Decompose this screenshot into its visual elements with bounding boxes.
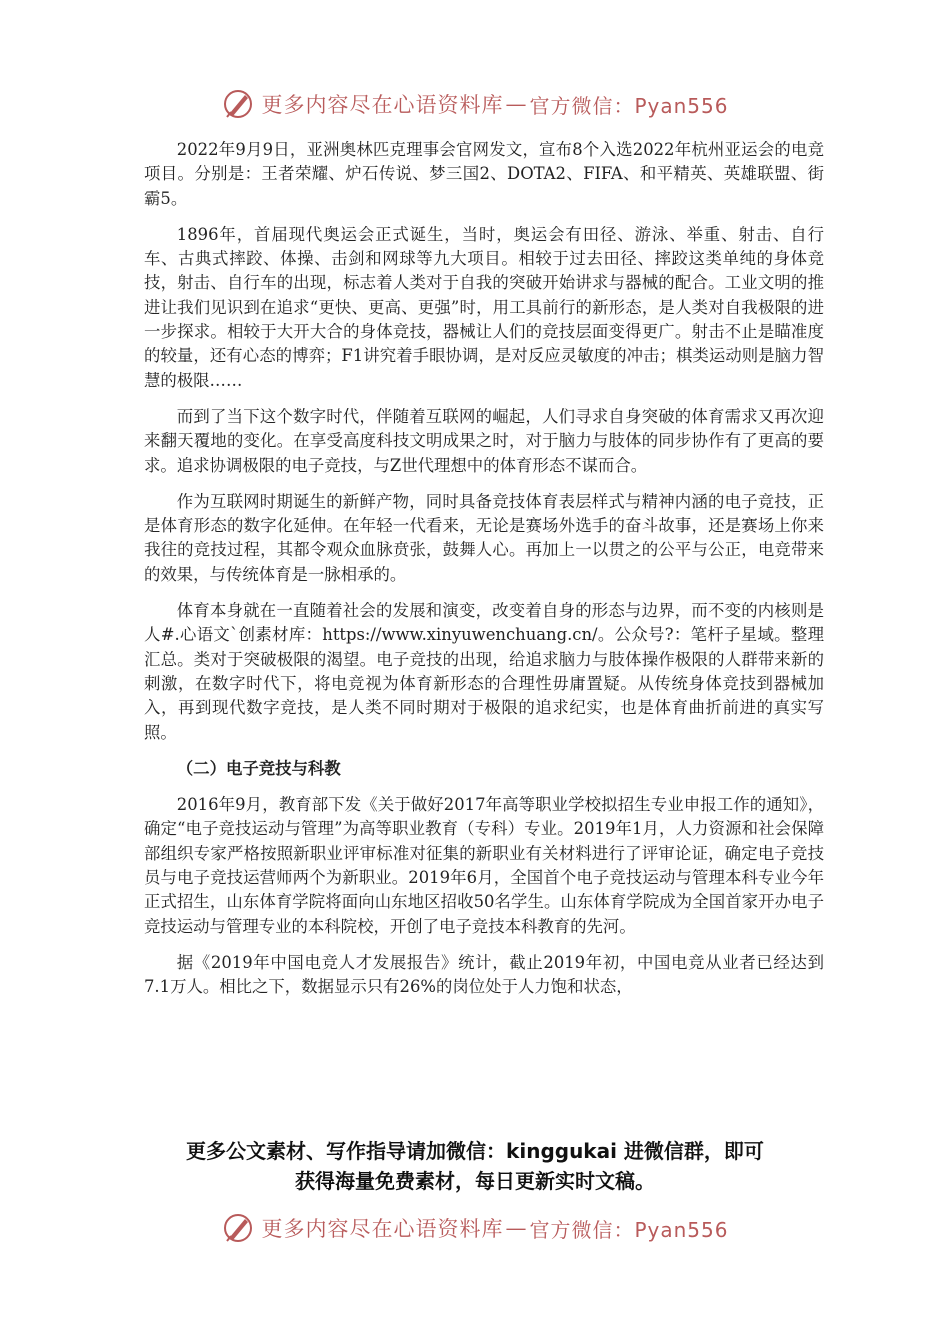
paragraph: 2022年9月9日，亚洲奥林匹克理事会官网发文，宣布8个入选2022年杭州亚运会的电竞项目。分别是：王者荣耀、炉石传说、梦三国2、DOTA2、FIFA、和平精英、英雄联盟、街霸5。 [144, 140, 824, 208]
paragraph: 1896年，首届现代奥运会正式诞生，当时，奥运会有田径、游泳、举重、射击、自行车、古典式摔跤、体操、击剑和网球等九大项目。相较于过去田径、摔跤这类单纯的身体竞技，射击、自行车的出现，标志着人类对于自我的突破开始讲求与器械的配合。工业文明的推进让我们见识到在追求“更快、更高、更强”时，用工具前行的新形态，是人类对自我极限的进一步探求。相较于大开大合的身体竞技，器械让人们的竞技层面变得更广。射击不止是瞄准度的较量，还有心态的博弈；F1讲究着手眼协调，是对反应灵敏度的冲击；棋类运动则是脑力智慧的极限…… [144, 224, 824, 390]
banner-wechat: 官方微信：Pyan556 [529, 1217, 729, 1242]
section-heading: （二）电子竞技与科教 [176, 758, 341, 778]
promo-notice [120, 1136, 830, 1196]
document-body [144, 138, 824, 1012]
banner-separator: — [505, 1216, 528, 1240]
footer-banner [0, 1208, 950, 1248]
paragraph: 体育本身就在一直随着社会的发展和演变，改变着自身的形态与边界，而不变的内核则是人#.心语文`创素材库：https://www.xinyuwenchuang.cn/。公众号?：笔杆子星域。整理汇总。类对于突破极限的渴望。电子竞技的出现，给追求脑力与肢体操作极限的人群带来新的刺激，在数字时代下，将电竞视为体育新形态的合理性毋庸置疑。从传统身体竞技到器械加入，再到现代数字竞技，是人类不同时期对于极限的追求纪实，也是体育曲折前进的真实写照。 [144, 601, 824, 742]
paragraph: 而到了当下这个数字时代，伴随着互联网的崛起，人们寻求自身突破的体育需求又再次迎来翻天覆地的变化。在享受高度科技文明成果之时，对于脑力与肢体的同步协作有了更高的要求。追求协调极限的电子竞技，与Z世代理想中的体育形态不谋而合。 [144, 406, 824, 475]
paragraph: 作为互联网时期诞生的新鲜产物，同时具备竞技体育表层样式与精神内涵的电子竞技，正是体育形态的数字化延伸。在年轻一代看来，无论是赛场外选手的奋斗故事，还是赛场上你来我往的竞技过程，其都令观众血脉贲张，鼓舞人心。再加上一以贯之的公平与公正，电竞带来的效果，与传统体育是一脉相承的。 [144, 491, 824, 584]
paragraph: 2016年9月，教育部下发《关于做好2017年高等职业学校拟招生专业申报工作的通知》，确定“电子竞技运动与管理”为高等职业教育（专科）专业。2019年1月，人力资源和社会保障部组织专家严格按照新职业评审标准对征集的新职业有关材料进行了评审论证，确定电子竞技员与电子竞技运营师两个为新职业。2019年6月，全国首个电子竞技运动与管理本科专业今年正式招生，山东体育学院将面向山东地区招收50名学生。山东体育学院成为全国首家开办电子竞技运动与管理专业的本科院校，开创了电子竞技本科教育的先河。 [144, 795, 824, 936]
header-banner [0, 84, 950, 124]
pen-nib-logo-icon [221, 1211, 255, 1245]
pen-nib-logo-icon [221, 87, 255, 121]
promo-line-1: 更多公文素材、写作指导请加微信：kinggukai 进微信群，即可 [186, 1139, 764, 1163]
banner-separator: — [505, 92, 528, 116]
banner-text: 更多内容尽在心语资料库 [261, 1217, 504, 1241]
paragraph: 据《2019年中国电竞人才发展报告》统计，截止2019年初，中国电竞从业者已经达到7.1万人。相比之下，数据显示只有26%的岗位处于人力饱和状态， [144, 952, 824, 997]
banner-text: 更多内容尽在心语资料库 [261, 93, 504, 117]
promo-line-2: 获得海量免费素材，每日更新实时文稿。 [295, 1169, 655, 1193]
banner-wechat: 官方微信：Pyan556 [529, 93, 729, 118]
